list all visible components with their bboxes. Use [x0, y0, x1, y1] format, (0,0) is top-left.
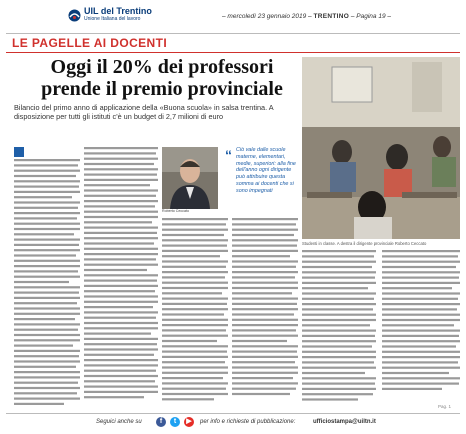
footer — [0, 416, 466, 430]
article-column-4 — [232, 218, 298, 405]
brand-subtitle: Unione Italiana del lavoro — [84, 16, 141, 22]
youtube-icon[interactable]: ▶ — [184, 417, 194, 427]
photo-caption: Studenti in classe. A destra il dirigente provinciale Roberto Ceccato — [302, 241, 427, 246]
drop-cap — [14, 147, 24, 157]
masthead — [0, 0, 466, 33]
brand-name: UIL del Trentino — [84, 6, 152, 16]
portrait-photo — [162, 147, 218, 209]
article-column-1 — [14, 159, 80, 405]
page-footer-number: Pag. 1 — [438, 404, 452, 409]
twitter-icon[interactable]: t — [170, 417, 180, 427]
issue-date: mercoledì 23 gennaio 2019 — [227, 13, 307, 20]
newspaper-name: TRENTINO — [313, 13, 350, 20]
pull-quote: Ciò vale dalle scuole materne, elementari, medie, superiori: alla fine dell'anno ogni dirigente può attribuire questa somma ai docenti che si sono impegnati — [236, 147, 296, 194]
dateline: – mercoledì 23 gennaio 2019 – TRENTINO – Pagina 19 – — [222, 13, 391, 20]
page-number: Pagina 19 — [356, 13, 386, 20]
article-column-6 — [382, 250, 460, 400]
section-title: LE PAGELLE AI DOCENTI — [12, 36, 168, 50]
contact-label: per info e richieste di pubblicazione: — [200, 419, 296, 425]
portrait-caption: Roberto Ceccato — [162, 209, 189, 213]
headline: Oggi il 20% dei professori prende il premio provinciale — [41, 56, 283, 100]
article-column-5 — [302, 250, 376, 405]
subheadline: Bilancio del primo anno di applicazione della «Buona scuola» in salsa trentina. A disposizione per tutti gli istituti c'è un budget di 2,7 milioni di euro — [14, 103, 274, 121]
section-divider — [6, 52, 460, 53]
top-divider — [6, 33, 460, 34]
footer-divider — [6, 413, 460, 414]
article-column-2 — [84, 147, 158, 405]
facebook-icon[interactable]: f — [156, 417, 166, 427]
contact-email[interactable]: ufficiostampa@uiltn.it — [313, 419, 376, 425]
article-column-3 — [162, 218, 228, 405]
uil-logo-icon — [68, 9, 81, 22]
classroom-photo — [302, 57, 460, 239]
quote-icon: “ — [225, 147, 232, 163]
follow-label: Seguici anche su — [96, 419, 142, 425]
